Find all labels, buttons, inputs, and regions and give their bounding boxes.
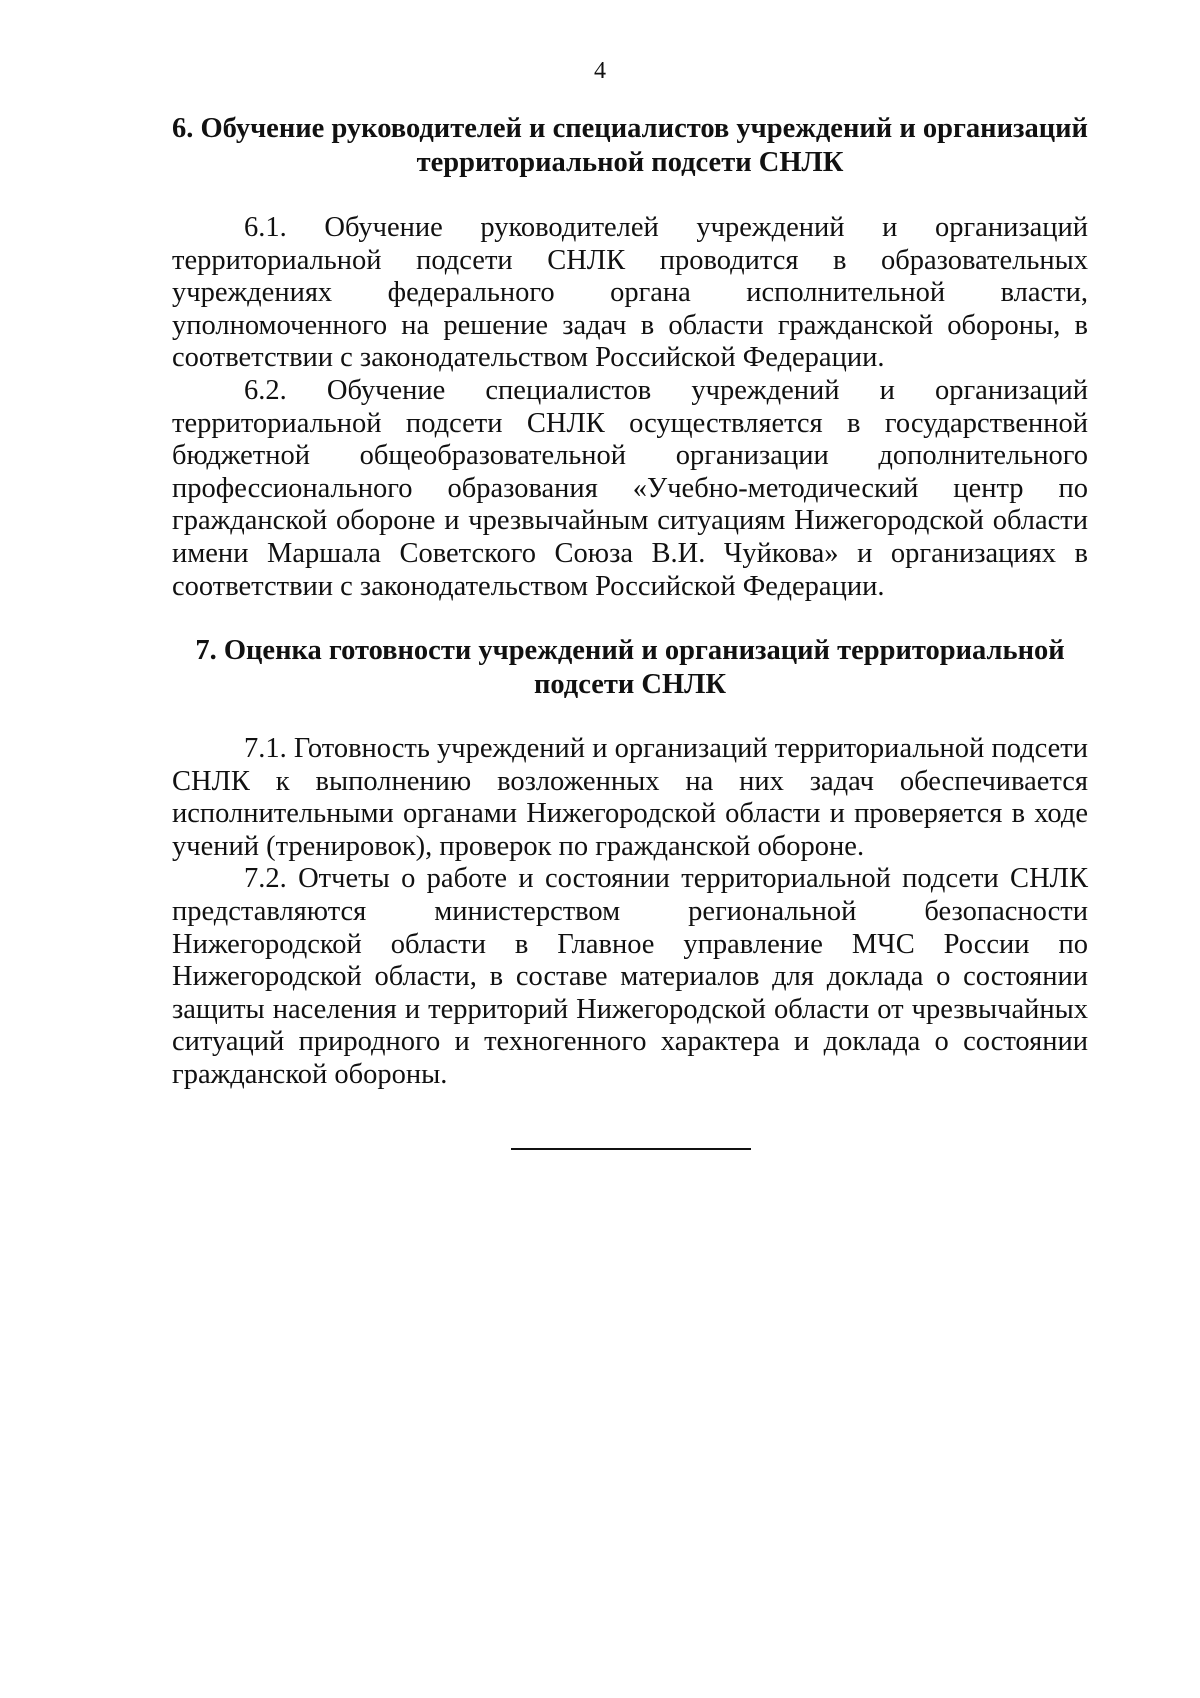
section-6-heading <box>172 112 1088 180</box>
section-6-heading-line-1: 6. Обучение руководителей и специалистов учреждений и организаций <box>172 113 1088 144</box>
section-7-heading-line-1: 7. Оценка готовности учреждений и организаций территориальной <box>195 635 1065 666</box>
paragraph-6-1: 6.1. Обучение руководителей учреждений и организаций территориальной подсети СНЛК проводится в образовательных учреждениях федерального органа исполнительной власти, уполномоченного на решение задач в области гражданской обороны, в соответствии с законодательством Российской Федерации. <box>172 212 1088 374</box>
section-6-heading-line-2: территориальной подсети СНЛК <box>416 147 844 178</box>
end-of-document-rule <box>511 1148 751 1150</box>
section-7-body <box>172 733 1088 1092</box>
page-number: 4 <box>594 58 606 84</box>
section-6-body <box>172 212 1088 603</box>
section-7-heading-line-2: подсети СНЛК <box>533 669 727 700</box>
paragraph-7-1: 7.1. Готовность учреждений и организаций территориальной подсети СНЛК к выполнению возложенных на них задач обеспечивается исполнительными органами Нижегородской области и проверяется в ходе учений (тренировок), проверок по гражданской обороне. <box>172 733 1088 862</box>
paragraph-6-2: 6.2. Обучение специалистов учреждений и организаций территориальной подсети СНЛК осуществляется в государственной бюджетной общеобразовательной организации дополнительного профессионального образования «Учебно-методический центр по гражданской обороне и чрезвычайным ситуациям Нижегородской области имени Маршала Советского Союза В.И. Чуйкова» и организациях в соответствии с законодательством Российской Федерации. <box>172 374 1088 602</box>
section-7-heading <box>172 634 1088 702</box>
paragraph-7-2: 7.2. Отчеты о работе и состоянии территориальной подсети СНЛК представляются министерством региональной безопасности Нижегородской области в Главное управление МЧС России по Нижегородской области, в составе материалов для доклада о состоянии защиты населения и территорий Нижегородской области от чрезвычайных ситуаций природного и техногенного характера и доклада о состоянии гражданской обороны. <box>172 863 1088 1090</box>
